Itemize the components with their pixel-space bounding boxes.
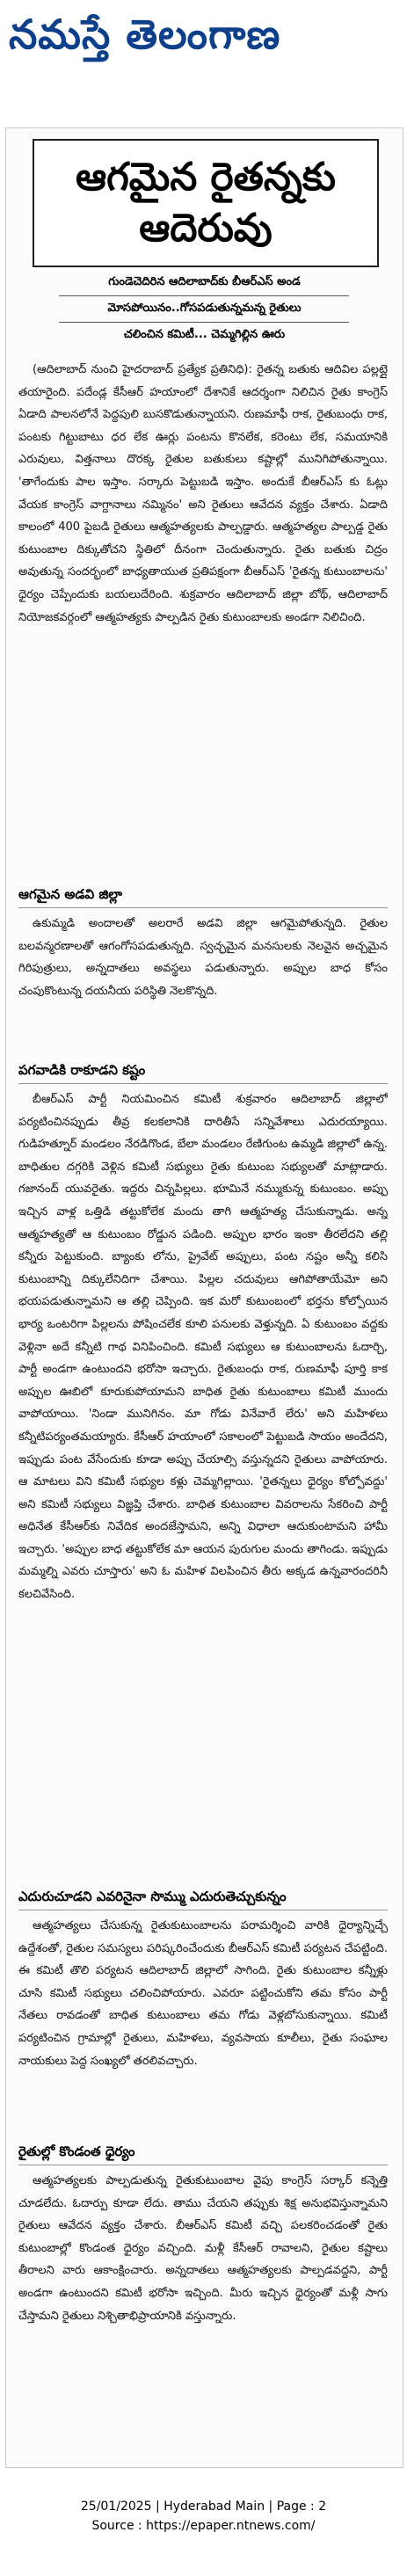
headline-box [33, 139, 379, 267]
source-link[interactable]: Source : https://epaper.ntnews.com/ [91, 2519, 316, 2533]
section-body [18, 913, 388, 1053]
section-body [18, 1915, 388, 2135]
subheadline-3: చలించిన కమిటీ... చెమ్మగిల్లిన ఊరు [123, 328, 286, 341]
section-heading: ఆగమైన అడవి జిల్లా [18, 886, 388, 908]
section-heading: పగవాడికి రాకూడని కష్టం [18, 1062, 388, 1084]
page-footer [0, 2497, 407, 2536]
section-body [18, 2170, 388, 2451]
subheadline-2: మోసపోయినం..గోసపడుతున్నమన్న రైతులు [107, 302, 302, 315]
section-paragraph: ఉకుమ్మడి అందాలతో అలరారే అడవి జిల్లా ఆగమైపోతున్నది. రైతుల బలవన్మరణాలతో ఆగంగోసపడుతున్నది. స్వచ్ఛమైన మనసులకు నెలవైన అచ్చమైన గిరిపుత్రులు, అన్నదాతలు అవస్థలు పడుతున్నారు. అప్పుల బాధ కోసం చంపుకొంటున్న దయనీయ పరిస్థితి నెలకొన్నది. [18, 917, 388, 998]
masthead [0, 0, 407, 84]
article-clipping [5, 127, 403, 2468]
section-paragraph: బీఆర్‌ఎస్ పార్టీ నియమించిన కమిటీ శుక్రవారం ఆదిలాబాద్ జిల్లాలో పర్యటించినప్పుడు తీవ్ర కలకలానికి దారితీసే సన్నివేశాలు ఎదురయ్యాయి. గుడిహత్నూర్ మండలం నేరడిగొండ, బేలా మండలం రేణిగుంట ఉమ్మడి జిల్లాలో ఉన్న. బాధితుల దగ్గరికి వెళ్లిన కమిటీ సభ్యులు రైతు కుటుంబ సభ్యులతో మాట్లాడారు. గజానంద్ యువరైతు. ఇద్దరు చిన్నపిల్లలు. భూమినే నమ్ముకున్న కుటుంబం. అప్పు ఇచ్చిన వాళ్ల ఒత్తిడి తట్టుకోలేక మందు తాగి ఆత్మహత్య చేసుకున్నాడు. అన్న ఆత్మహత్యతో ఆ కుటుంబం రోడ్డున పడింది. అప్పుల భారం ఇంకా తీరలేదని తల్లి కన్నీరు పెట్టుకుంది. బ్యాంకు లోను, ప్రైవేట్ అప్పులు, పంట నష్టం అన్నీ కలిసి కుటుంబాన్ని దిక్కులేనిదిగా చేశాయి. పిల్లల చదువులు ఆగిపోతాయేమో అని భయపడుతున్నామని ఆ తల్లి చెప్పింది. ఇక మరో కుటుంబంలో భర్తను కోల్పోయిన భార్య ఒంటరిగా పిల్లలను పోషించలేక కూలి పనులకు వెళ్తున్నది. ఏ కుటుంబం వద్దకు వెళ్లినా అదే కన్నీటి గాథ వినిపించింది. కమిటీ సభ్యులు ఆ కుటుంబాలను ఓదార్చి, పార్టీ అండగా ఉంటుందని భరోసా ఇచ్చారు. రైతుబంధు రాక, రుణమాఫీ పూర్తి కాక అప్పుల ఊబిలో కూరుకుపోయామని బాధిత రైతు కుటుంబాలు కమిటీ ముందు వాపోయాయి. 'నిండా మునిగినం. మా గోడు వినేవారే లేరు' అని మహిళలు కన్నీటిపర్యంతమయ్యారు. కేసీఆర్ హయాంలో సకాలంలో పెట్టుబడి సాయం అందేదని, ఇప్పుడు పంట వేసేందుకు కూడా అప్పు చేయాల్సి వస్తున్నదని రైతులు వాపోయారు. ఆ మాటలు విని కమిటీ సభ్యుల కళ్లు చెమ్మగిల్లాయి. 'రైతన్నలు ధైర్యం కోల్పోవద్దు' అని కమిటీ సభ్యులు విజ్ఞప్తి చేశారు. బాధిత కుటుంబాల వివరాలను సేకరించి పార్టీ అధినేత కేసీఆర్‌కు నివేదిక అందజేస్తామని, అన్ని విధాలా ఆదుకుంటామని హామీ ఇచ్చారు. 'అప్పుల బాధ తట్టుకోలేక మా ఆయన పురుగుల మందు తాగిండు. ఇప్పుడు మమ్మల్ని ఎవరు చూస్తారు' అని ఓ మహిళ విలపించిన తీరు అక్కడ ఉన్నవారందరినీ కలచివేసింది. [18, 1093, 388, 1602]
section-heading: రైతుల్లో కొండంత ధైర్యం [18, 2143, 388, 2165]
subheadline-divider [59, 322, 349, 323]
lead-paragraph: (ఆదిలాబాద్ నుంచి హైదరాబాద్ ప్రత్యేక ప్రతినిధి): రైతన్న బతుకు ఆదివిల పల్లట్లై తయారైంది. పదేండ్ల కేసీఆర్ హయాంలో దేశానికే ఆదర్శంగా నిలిచిన రైతు కాంగ్రెస్ ఏడాది పాలనలోనే పెద్దపులి బుసకొడుతున్నాయని. రుణమాఫీ రాక, రైతుబంధు రాక, పంటకు గిట్టుబాటు ధర లేక ఊర్లు పంటను కొనలేక, కరెంటు లేక, సమయానికి ఎరువులు, విత్తనాలు దొరక్క రైతుల బతుకులు కష్టాల్లో మునిగిపోతున్నాయి. 'తాగేందుకు పాల ఇస్తాం. సర్కారు పెట్టుబడి ఇస్తాం. అందుకే బీఆర్‌ఎస్ కు ఓట్లు వేయక కాంగ్రెస్ వాగ్దానాలు నమ్మినం' అని రైతులు ఆవేదన వ్యక్తం చేశారు. ఏడాది కాలంలో 400 పైబడి రైతులు ఆత్మహత్యలకు పాల్పడ్డారు. ఆత్మహత్యల పాల్పడ్డ రైతు కుటుంబాల దిక్కుతోచని స్థితిలో దీనంగా చెందుతున్నారు. రైతు బతుకు చిద్రం అవుతున్న సందర్భంలో బాధ్యతాయుత ప్రతిపక్షంగా బీఆర్‌ఎస్ 'రైతన్న కుటుంబాలను' ధైర్యం చెప్పేందుకు బయలుదేరింది. శుక్రవారం ఆదిలాబాద్ జిల్లా బోథ్, ఆదిలాబాద్ నియోజకవర్గంలో ఆత్మహత్యకు పాల్పడిన రైతు కుటుంబాలకు అండగా నిలిచింది. [18, 363, 388, 624]
section-paragraph: ఆత్మహత్యలకు పాల్పడుతున్న రైతుకుటుంబాల వైపు కాంగ్రెస్ సర్కార్ కన్నెత్తి చూడలేదు. ఓదార్పు కూడా లేదు. తాము చేయని తప్పుకు శిక్ష అనుభవిస్తున్నామని రైతులు ఆవేదన వ్యక్తం చేశారు. బీఆర్‌ఎస్ కమిటీ వచ్చి పలకరించడంతో రైతు కుటుంబాల్లో కొండంత ధైర్యం వచ్చింది. మళ్లీ కేసీఆర్ రావాలని, రైతుల కష్టాలు తీరాలని వారు ఆకాంక్షించారు. అన్నదాతలు ఆత్మహత్యలకు పాల్పడవద్దని, పార్టీ అండగా ఉంటుందని కమిటీ భరోసా ఇచ్చింది. మీరు ఇచ్చిన ధైర్యంతో మళ్లీ సాగు చేస్తామని రైతులు నిశ్చితాభిప్రాయానికి వస్తున్నారు. [18, 2174, 388, 2323]
section-heading: ఎదురుచూడని ఎవరినైనా సొమ్ము ఎదురుతెచ్చుకున్నం [18, 1888, 388, 1910]
lead-column [18, 359, 388, 877]
edition-info: 25/01/2025 | Hyderabad Main | Page : 2 [80, 2500, 327, 2514]
section-body [18, 1088, 388, 1880]
subheadline-1: గుండెచెదిరిన ఆదిలాబాద్‌కు బీఆర్‌ఎస్ అండ [108, 275, 301, 288]
subheadline-divider [59, 295, 349, 296]
article-headline: ఆగమైన రైతన్నకు ఆదెరువు [76, 155, 336, 251]
newspaper-logo: నమస్తే తెలంగాణ [9, 11, 281, 58]
section-paragraph: ఆత్మహత్యలు చేసుకున్న రైతుకుటుంబాలను పరామర్శించి వారికి ధైర్యాన్నిచ్చే ఉద్దేశంతో, రైతుల సమస్యలు పరిష్కరించేందుకు బీఆర్‌ఎస్ కమిటీ పర్యటన చేపట్టింది. ఈ కమిటీ తొలి పర్యటన ఆదిలాబాద్ జిల్లాలో సాగింది. రైతు కుటుంబాల కన్నీళ్లు చూసి కమిటీ సభ్యులు చలించిపోయారు. ఎవరూ పట్టించుకోని తమ కోసం పార్టీ నేతలు రావడంతో బాధిత కుటుంబాలు తమ గోడు వెళ్లబోసుకున్నాయి. కమిటీ పర్యటించిన గ్రామాల్లో రైతులు, మహిళలు, వ్యవసాయ కూలీలు, రైతు సంఘాల నాయకులు పెద్ద సంఖ్యలో తరలివచ్చారు. [18, 1919, 388, 2068]
